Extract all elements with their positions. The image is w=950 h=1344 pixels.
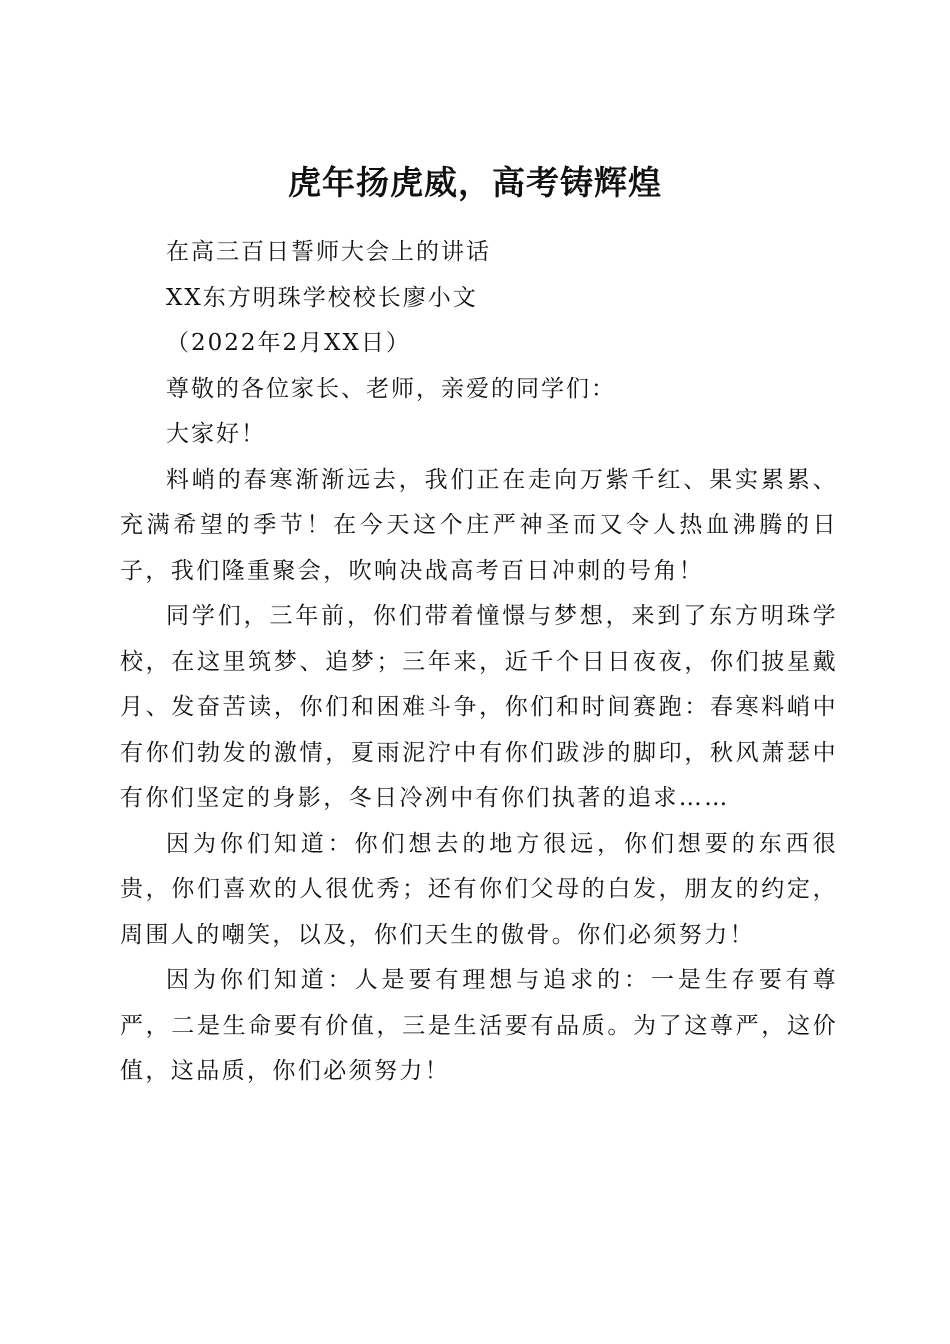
paragraph: 因为你们知道：你们想去的地方很远，你们想要的东西很贵，你们喜欢的人很优秀；还有你们父母的白发，朋友的约定，周围人的嘲笑，以及，你们天生的傲骨。你们必须努力！	[120, 830, 838, 948]
speech-subtitle: 在高三百日誓师大会上的讲话	[166, 239, 491, 265]
date-line: （2022年2月XX日）	[166, 330, 411, 356]
greeting: 大家好！	[166, 421, 266, 447]
paragraph: 同学们，三年前，你们带着憧憬与梦想，来到了东方明珠学校，在这里筑梦、追梦；三年来，近千个日日夜夜，你们披星戴月、发奋苦读，你们和困难斗争，你们和时间赛跑：春寒料峭中有你们勃发的激情，夏雨泥泞中有你们跋涉的脚印，秋风萧瑟中有你们坚定的身影，冬日冷冽中有你们执著的追求……	[120, 603, 838, 811]
paragraph: 料峭的春寒渐渐远去，我们正在走向万紫千红、果实累累、充满希望的季节！在今天这个庄严神圣而又令人热血沸腾的日子，我们隆重聚会，吹响决战高考百日冲刺的号角！	[120, 466, 838, 584]
paragraph: 因为你们知道：人是要有理想与追求的：一是生存要有尊严，二是生命要有价值，三是生活要有品质。为了这尊严，这价值，这品质，你们必须努力！	[120, 967, 838, 1084]
speaker-line: XX东方明珠学校校长廖小文	[166, 284, 478, 311]
document-title: 虎年扬虎威，高考铸辉煌	[288, 163, 662, 203]
salutation: 尊敬的各位家长、老师，亲爱的同学们：	[166, 375, 616, 402]
document-body	[120, 230, 838, 1095]
